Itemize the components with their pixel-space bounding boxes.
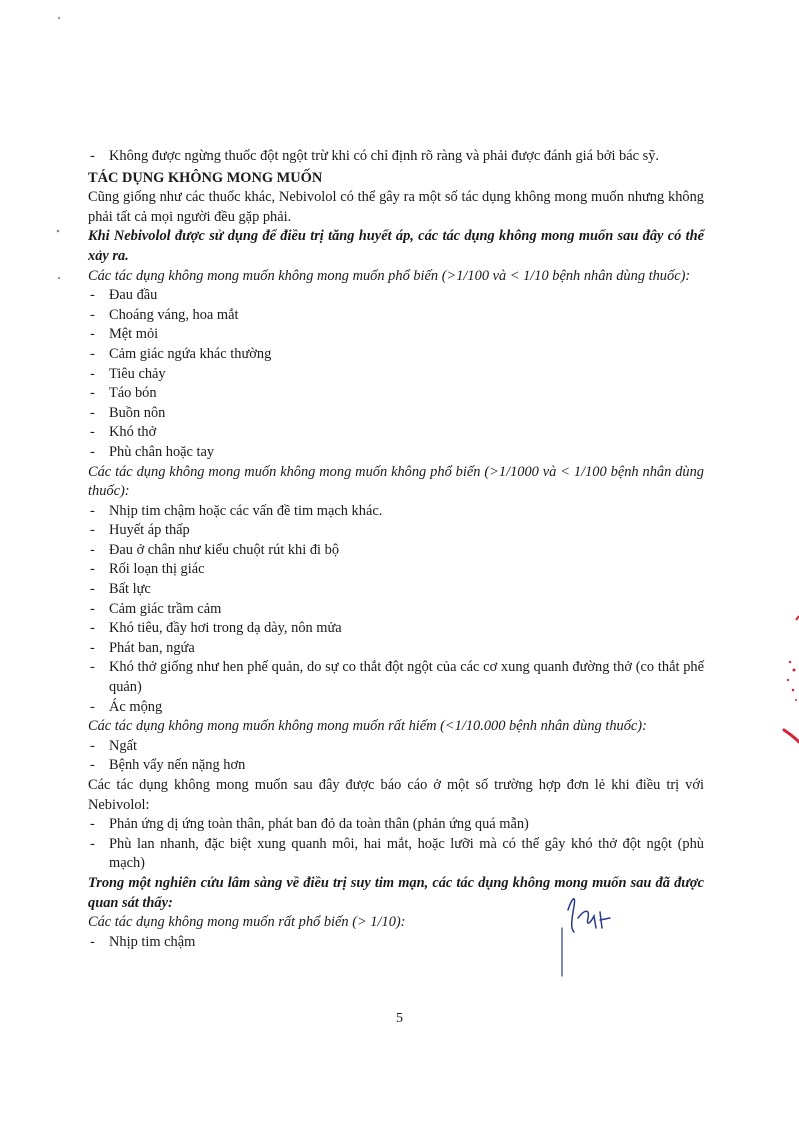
list-item: [88, 658, 704, 697]
list-item: [88, 345, 704, 365]
list-item-text: Mệt mỏi: [109, 326, 159, 343]
list-item: [88, 835, 704, 874]
list-item: [88, 580, 704, 600]
dash-marker: -: [90, 620, 95, 637]
list-item: [88, 815, 704, 835]
list-item-text: Phù lan nhanh, đặc biệt xung quanh môi, hai mắt, hoặc lưỡi mà có thể gây khó thở đột ngột (phù mạch): [109, 835, 704, 872]
list-item-text: Ngất: [109, 737, 137, 754]
scan-speck-marks: [55, 14, 63, 314]
dash-marker: -: [90, 365, 95, 382]
very-rare-effects-list: [88, 737, 704, 776]
uncommon-effects-list: [88, 502, 704, 718]
dash-marker: -: [90, 404, 95, 421]
list-item: [88, 521, 704, 541]
list-item-text: Bệnh vẩy nến nặng hơn: [109, 757, 246, 774]
list-item-text: Phát ban, ngứa: [109, 639, 195, 656]
list-item: [88, 443, 704, 463]
list-item: [88, 286, 704, 306]
section-title: TÁC DỤNG KHÔNG MONG MUỐN: [88, 169, 323, 186]
uncommon-effects-heading: Các tác dụng không mong muốn không mong muốn không phổ biến (>1/1000 và < 1/100 bệnh nhân dùng thuốc):: [88, 463, 704, 500]
dash-marker: -: [90, 816, 95, 833]
list-item: [88, 502, 704, 522]
hypertension-heading: Khi Nebivolol được sử dụng để điều trị tăng huyết áp, các tác dụng không mong muốn sau đây có thể xảy ra.: [88, 228, 704, 264]
dash-marker: -: [90, 737, 95, 754]
list-item-text: Tiêu chảy: [109, 365, 166, 382]
list-item: [88, 423, 704, 443]
list-item-text: Bất lực: [109, 581, 151, 598]
list-item-text: Nhịp tim chậm hoặc các vấn đề tim mạch khác.: [109, 502, 383, 519]
list-item-text: Huyết áp thấp: [109, 522, 190, 539]
list-item-text: Nhịp tim chậm: [109, 933, 196, 950]
handwritten-initials-signature: [560, 888, 630, 978]
list-item-text: Rối loạn thị giác: [109, 561, 205, 578]
list-item: [88, 619, 704, 639]
red-stamp-fragment: [760, 600, 799, 750]
dash-marker: -: [90, 522, 95, 539]
list-item: [88, 365, 704, 385]
list-item-text: Phù chân hoặc tay: [109, 443, 215, 460]
list-item-text: Đau đầu: [109, 287, 158, 304]
list-item-text: Khó tiêu, đầy hơi trong dạ dày, nôn mửa: [109, 620, 342, 637]
list-item: [88, 737, 704, 757]
dash-marker: -: [90, 443, 95, 460]
list-item-text: Không được ngừng thuốc đột ngột trừ khi có chỉ định rõ ràng và phải được đánh giá bởi bác sỹ.: [109, 148, 659, 164]
dash-marker: -: [90, 581, 95, 598]
list-item-text: Táo bón: [109, 385, 157, 402]
list-item-text: Cảm giác trầm cảm: [109, 600, 222, 617]
dash-marker: -: [90, 639, 95, 656]
list-item: [88, 698, 704, 718]
page-number: 5: [396, 1011, 403, 1026]
list-item: [88, 541, 704, 561]
dash-marker: -: [90, 933, 95, 950]
list-item: [88, 756, 704, 776]
list-item: [88, 560, 704, 580]
list-item: [88, 404, 704, 424]
list-item-text: Phản ứng dị ứng toàn thân, phát ban đỏ da toàn thân (phản ứng quá mẫn): [109, 816, 529, 833]
dash-marker: -: [90, 502, 95, 519]
heart-failure-heading: Trong một nghiên cứu lâm sàng về điều trị suy tim mạn, các tác dụng không mong muốn sau đã được quan sát thấy:: [88, 874, 704, 911]
very-rare-effects-heading: Các tác dụng không mong muốn không mong muốn rất hiếm (<1/10.000 bệnh nhân dùng thuốc):: [88, 718, 647, 735]
list-item: [88, 147, 704, 167]
dash-marker: -: [90, 287, 95, 304]
dash-marker: -: [90, 326, 95, 343]
dash-marker: -: [90, 385, 95, 402]
dash-marker: -: [90, 561, 95, 578]
list-item: [88, 639, 704, 659]
list-item-text: Khó thở giống như hen phế quản, do sự co thắt đột ngột của các cơ xung quanh đường thở (co thắt phế quản): [109, 659, 704, 696]
dash-marker: -: [90, 424, 95, 441]
intro-paragraph: Cũng giống như các thuốc khác, Nebivolol có thể gây ra một số tác dụng không mong muốn nhưng không phải tất cả mọi người đều gặp phải.: [88, 189, 704, 225]
list-item-text: Buồn nôn: [109, 404, 166, 421]
intro-list: [88, 147, 704, 167]
dash-marker: -: [90, 306, 95, 323]
list-item-text: Ác mộng: [109, 698, 163, 715]
dash-marker: -: [90, 757, 95, 774]
isolated-reports-paragraph: Các tác dụng không mong muốn sau đây được báo cáo ở một số trường hợp đơn lẻ khi điều trị với Nebivolol:: [88, 777, 704, 813]
list-item-text: Đau ở chân như kiểu chuột rút khi đi bộ: [109, 541, 340, 558]
list-item-text: Choáng váng, hoa mắt: [109, 306, 239, 323]
list-item-text: Khó thở: [109, 424, 157, 441]
dash-marker: -: [90, 345, 95, 362]
list-item-text: Cảm giác ngứa khác thường: [109, 345, 272, 362]
dash-marker: -: [90, 600, 95, 617]
very-common-effects-heading: Các tác dụng không mong muốn rất phổ biến (> 1/10):: [88, 914, 406, 931]
list-item: [88, 306, 704, 326]
list-item: [88, 600, 704, 620]
list-item: [88, 384, 704, 404]
dash-marker: -: [90, 541, 95, 558]
dash-marker: -: [90, 698, 95, 715]
list-item: [88, 325, 704, 345]
dash-marker: -: [90, 148, 95, 164]
dash-marker: -: [90, 835, 95, 852]
common-effects-heading: Các tác dụng không mong muốn không mong muốn phổ biến (>1/100 và < 1/10 bệnh nhân dùng thuốc):: [88, 267, 691, 284]
dash-marker: -: [90, 659, 95, 676]
common-effects-list: [88, 286, 704, 462]
isolated-reports-list: [88, 815, 704, 874]
document-body: [88, 147, 704, 952]
